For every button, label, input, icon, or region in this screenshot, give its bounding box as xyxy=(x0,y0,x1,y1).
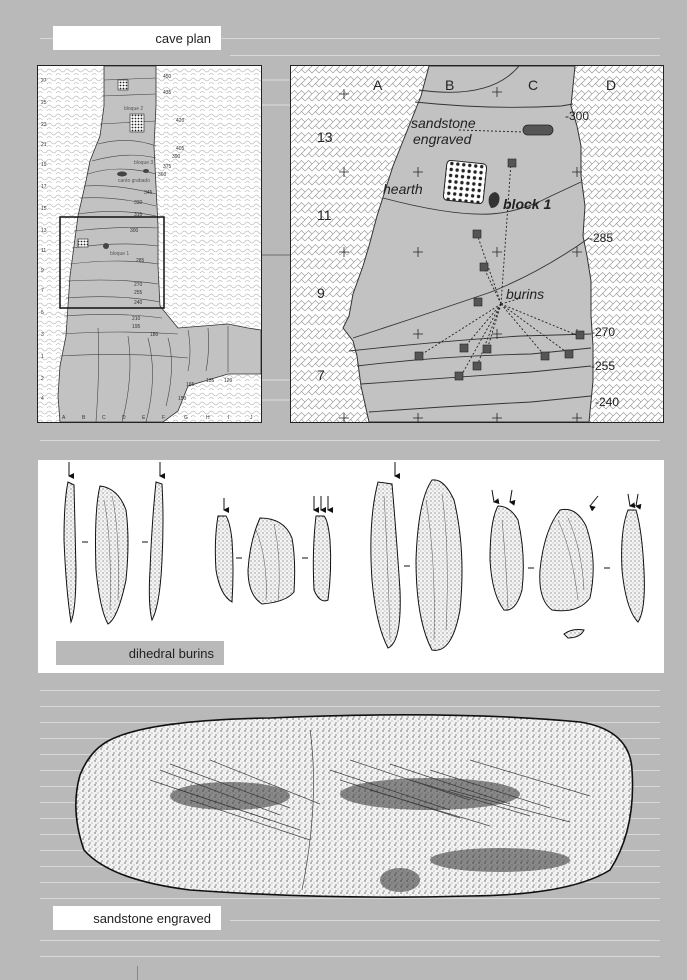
burins-label xyxy=(56,641,224,665)
svg-text:270: 270 xyxy=(134,282,143,288)
svg-text:375: 375 xyxy=(163,164,172,170)
svg-text:C: C xyxy=(528,77,539,93)
svg-text:435: 435 xyxy=(163,90,172,96)
svg-text:135: 135 xyxy=(206,378,215,384)
svg-text:345: 345 xyxy=(144,190,153,196)
svg-text:21: 21 xyxy=(41,142,47,148)
svg-text:255: 255 xyxy=(134,290,143,296)
svg-text:-285: -285 xyxy=(589,231,614,245)
engraved-label xyxy=(53,906,221,930)
svg-text:B: B xyxy=(82,415,86,421)
svg-text:-240: -240 xyxy=(595,395,620,409)
svg-text:7: 7 xyxy=(317,367,325,383)
svg-text:19: 19 xyxy=(41,162,47,168)
svg-text:405: 405 xyxy=(176,146,185,152)
svg-text:450: 450 xyxy=(163,74,172,80)
engraved-label-text: sandstone engraved xyxy=(93,910,211,926)
svg-text:13: 13 xyxy=(317,129,333,145)
svg-text:4: 4 xyxy=(41,396,44,402)
svg-text:13: 13 xyxy=(41,228,47,234)
svg-text:D: D xyxy=(122,415,126,421)
svg-text:-270: -270 xyxy=(591,325,616,339)
detail-sandstone-label-2: engraved xyxy=(413,131,472,147)
small-top-block xyxy=(118,80,128,90)
detail-cave-plan xyxy=(290,65,664,423)
sandstone-engraved-drawing xyxy=(70,700,640,910)
svg-text:C: C xyxy=(102,415,106,421)
svg-text:1: 1 xyxy=(41,354,44,360)
small-canto xyxy=(117,172,127,177)
burin-drawings xyxy=(64,480,644,650)
burins-label-text: dihedral burins xyxy=(128,645,214,661)
svg-text:420: 420 xyxy=(176,118,185,124)
small-bloque-1-hearth xyxy=(78,239,88,247)
svg-text:3: 3 xyxy=(41,332,44,338)
burin-2b xyxy=(248,518,295,604)
detail-sandstone-label-1: sandstone xyxy=(411,115,476,131)
svg-text:180: 180 xyxy=(150,332,159,338)
detail-hearth-label: hearth xyxy=(383,181,423,197)
svg-text:D: D xyxy=(606,77,617,93)
burin-3a xyxy=(371,482,400,648)
small-canto-label: canto grabado xyxy=(118,178,150,184)
svg-text:23: 23 xyxy=(41,122,47,128)
svg-text:25: 25 xyxy=(41,100,47,106)
svg-text:285: 285 xyxy=(136,258,145,264)
svg-text:A: A xyxy=(373,77,383,93)
svg-text:5: 5 xyxy=(41,310,44,316)
svg-text:7: 7 xyxy=(41,288,44,294)
svg-text:J: J xyxy=(250,415,253,421)
cave-plan-label-text: cave plan xyxy=(155,30,211,46)
svg-text:B: B xyxy=(445,77,455,93)
svg-text:A: A xyxy=(62,415,66,421)
small-bloque-3-label: bloque 3 xyxy=(134,160,154,166)
svg-text:11: 11 xyxy=(317,207,332,223)
burin-3b xyxy=(416,480,462,650)
burin-4b xyxy=(540,509,593,610)
svg-text:27: 27 xyxy=(41,78,47,84)
small-cave-plan xyxy=(37,65,262,423)
svg-text:120: 120 xyxy=(224,378,233,384)
svg-text:165: 165 xyxy=(186,382,195,388)
detail-block-1-label: block 1 xyxy=(503,196,552,212)
svg-text:360: 360 xyxy=(158,172,167,178)
burin-1a xyxy=(64,482,76,622)
svg-text:330: 330 xyxy=(134,200,143,206)
svg-text:9: 9 xyxy=(317,285,325,301)
svg-text:150: 150 xyxy=(178,396,187,402)
svg-text:2: 2 xyxy=(41,376,44,382)
svg-text:315: 315 xyxy=(134,212,143,218)
small-bloque-1 xyxy=(103,243,109,249)
detail-sandstone-engraved xyxy=(523,125,553,135)
svg-text:17: 17 xyxy=(41,184,47,190)
small-bloque-2 xyxy=(130,114,144,132)
svg-text:-255: -255 xyxy=(591,359,616,373)
detail-burins-label: burins xyxy=(506,286,545,302)
svg-text:G: G xyxy=(184,415,188,421)
svg-text:390: 390 xyxy=(172,154,181,160)
burin-4d xyxy=(564,630,584,639)
burin-2c xyxy=(313,516,330,601)
svg-text:9: 9 xyxy=(41,268,44,274)
svg-text:300: 300 xyxy=(130,228,139,234)
svg-text:I: I xyxy=(228,415,230,421)
svg-text:240: 240 xyxy=(134,300,143,306)
svg-text:F: F xyxy=(162,415,166,421)
burin-2a xyxy=(215,516,233,602)
svg-text:-300: -300 xyxy=(565,109,590,123)
svg-text:15: 15 xyxy=(41,206,47,212)
svg-text:E: E xyxy=(142,415,146,421)
svg-text:195: 195 xyxy=(132,324,141,330)
burins-panel xyxy=(38,460,664,673)
small-bloque-1-label: bloque 1 xyxy=(110,251,130,257)
svg-text:210: 210 xyxy=(132,316,141,322)
burin-1b xyxy=(96,486,129,624)
svg-text:11: 11 xyxy=(41,248,47,254)
burin-4c xyxy=(622,510,645,622)
burin-1c xyxy=(149,482,163,620)
small-bloque-3 xyxy=(143,169,149,173)
small-bloque-2-label: bloque 2 xyxy=(124,106,144,112)
detail-hearth xyxy=(443,160,487,204)
svg-text:H: H xyxy=(206,415,210,421)
burin-4a xyxy=(490,506,523,610)
